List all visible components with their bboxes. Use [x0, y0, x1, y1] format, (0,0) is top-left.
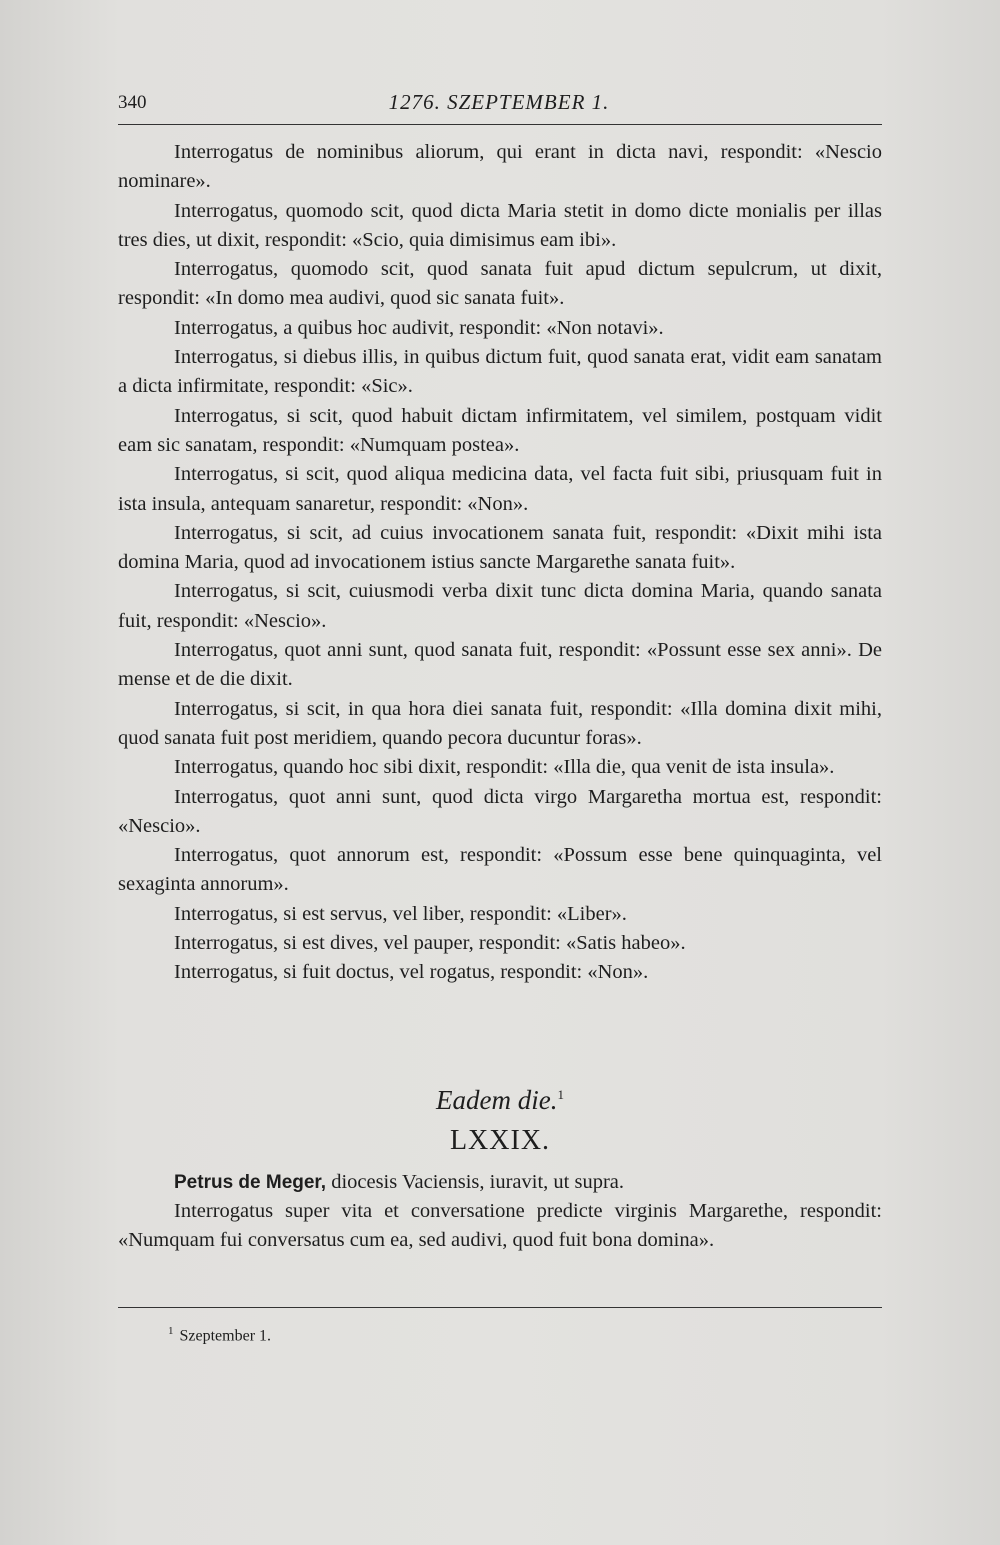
footnote-text: Szeptember 1. — [179, 1327, 272, 1345]
section-number: LXXIX. — [449, 1124, 551, 1156]
paragraph: Interrogatus, quando hoc sibi dixit, respondit: «Illa die, qua venit de ista insula». — [174, 756, 835, 779]
footnote-rule — [118, 1307, 882, 1308]
witness-name: Petrus de Meger, — [174, 1171, 327, 1193]
footnote — [168, 1325, 271, 1345]
paragraph: Interrogatus, si diebus illis, in quibus dictum fuit, quod sanata erat, vidit eam sanatam a dicta infirmitate, respondit: «Sic». — [118, 346, 882, 398]
header-rule — [118, 124, 882, 125]
paragraph: Interrogatus, quot annorum est, respondit: «Possum esse bene quinquaginta, vel sexaginta annorum». — [118, 844, 882, 896]
paragraph: Interrogatus, quomodo scit, quod sanata fuit apud dictum sepulcrum, ut dixit, respondit: «In domo mea audivi, quod sic sanata fuit». — [118, 258, 882, 310]
page-header — [118, 86, 880, 120]
paragraph: Interrogatus, quomodo scit, quod dicta Maria stetit in domo dicte monialis per illas tres dies, ut dixit, respondit: «Scio, quia dimisimus eam ibi». — [118, 199, 882, 251]
body-text — [118, 138, 882, 1256]
paragraph: Interrogatus, si est servus, vel liber, respondit: «Liber». — [174, 902, 627, 925]
paragraph: Interrogatus, si scit, cuiusmodi verba dixit tunc dicta domina Maria, quando sanata fuit, respondit: «Nescio». — [118, 580, 882, 632]
section-date — [118, 1080, 882, 1120]
paragraph: Interrogatus de nominibus aliorum, qui erant in dicta navi, respondit: «Nescio nominare». — [118, 141, 882, 193]
paragraph: Interrogatus super vita et conversatione predicte virginis Margarethe, respondit: «Numquam fui conversatus cum ea, sed audivi, quod fuit bona domina». — [118, 1199, 882, 1252]
running-title: 1276. SZEPTEMBER 1. — [388, 90, 610, 114]
paragraph: Interrogatus, si est dives, vel pauper, respondit: «Satis habeo». — [174, 932, 686, 955]
paragraph: Interrogatus, quot anni sunt, quod sanata fuit, respondit: «Possunt esse sex anni». De mense et de die dixit. — [118, 639, 882, 691]
paragraph: Interrogatus, si scit, ad cuius invocationem sanata fuit, respondit: «Dixit mihi ista domina Maria, quod ad invocationem istius sancte Margarethe sanata fuit». — [118, 521, 882, 574]
paragraph: Interrogatus, a quibus hoc audivit, respondit: «Non notavi». — [174, 316, 664, 339]
paragraph: Interrogatus, si fuit doctus, vel rogatus, respondit: «Non». — [174, 961, 649, 984]
footnote-reference: 1 — [557, 1086, 564, 1102]
paragraph: Interrogatus, quot anni sunt, quod dicta virgo Margaretha mortua est, respondit: «Nescio». — [118, 785, 882, 837]
paragraph: Interrogatus, si scit, quod habuit dictam infirmitatem, vel similem, postquam vidit eam sic sanatam, respondit: «Numquam postea». — [118, 404, 882, 456]
paragraph: Interrogatus, si scit, in qua hora diei sanata fuit, respondit: «Illa domina dixit mihi, quod sanata fuit post meridiem, quando pecora ducuntur foras». — [118, 697, 882, 749]
paragraph: Interrogatus, si scit, quod aliqua medicina data, vel facta fuit sibi, priusquam fuit in ista insula, antequam sanaretur, respondit: «Non». — [118, 463, 882, 515]
witness-statement: diocesis Vaciensis, iuravit, ut supra. — [326, 1170, 625, 1193]
witness-paragraph — [118, 1168, 882, 1197]
page-number: 340 — [118, 92, 147, 113]
section-date-text: Eadem die. — [436, 1084, 558, 1115]
footnote-mark: 1 — [168, 1325, 174, 1337]
